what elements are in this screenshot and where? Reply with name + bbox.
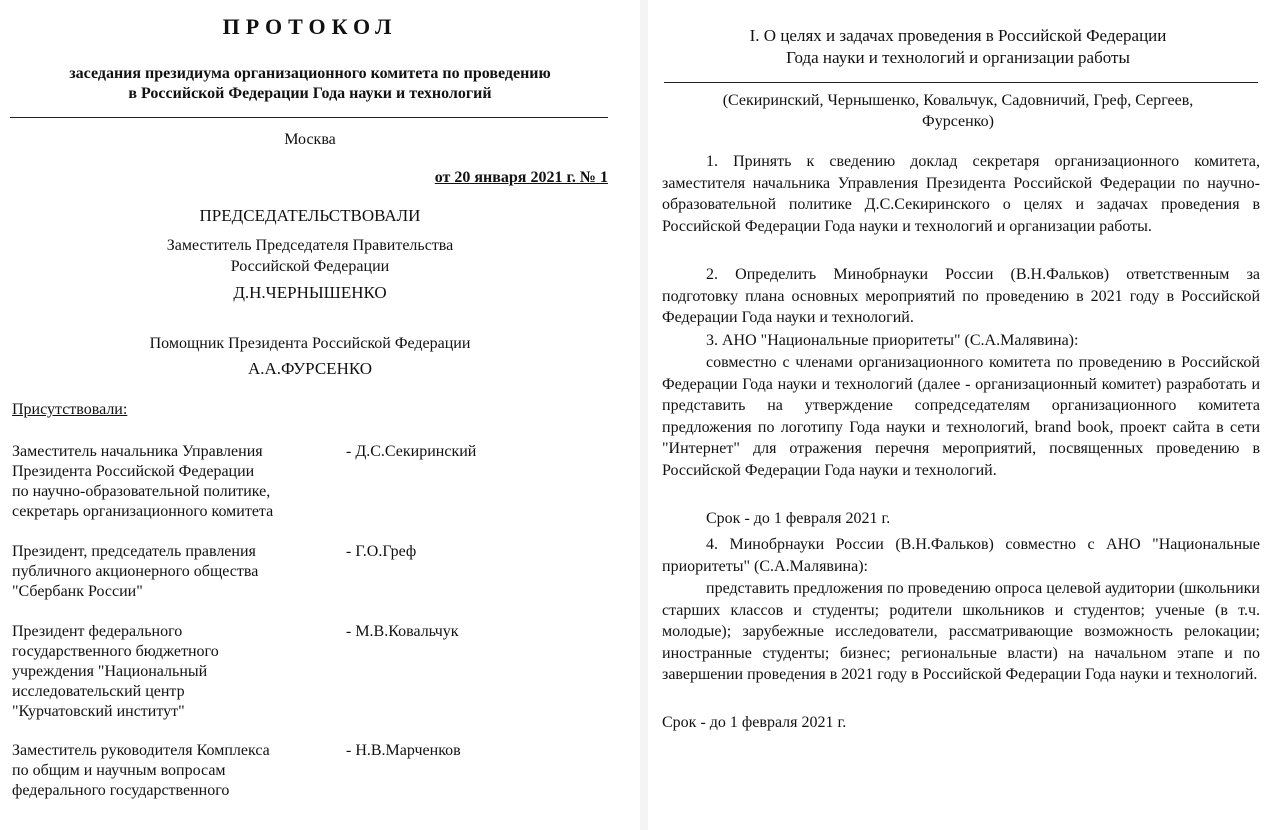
attendee-entry bbox=[12, 442, 342, 522]
decision-paragraph-3-body: совместно с членами организационного комитета по проведению в Российской Федерации Года науки и технологий (далее - организационный комитет) разработать и представить на утверждение сопредседателям организационного комитета предложения по логотипу Года науки и технологий, brand book, проект сайта в сети "Интернет" для отражения перечня мероприятий, посвященных проведению в Российской Федерации Года науки и технологий. bbox=[662, 354, 1260, 479]
chair2-name: А.А.ФУРСЕНКО bbox=[247, 359, 373, 378]
attendee-position-line: Заместитель начальника Управления bbox=[12, 443, 263, 460]
speakers-line2: Фурсенко) bbox=[922, 113, 994, 130]
header-divider bbox=[10, 117, 608, 118]
city: Москва bbox=[284, 131, 336, 148]
present-heading: Присутствовали: bbox=[12, 401, 128, 418]
attendee-position-line: учреждения "Национальный bbox=[12, 663, 208, 680]
attendee-entry bbox=[12, 542, 342, 602]
attendee-position-line: федерального государственного bbox=[12, 782, 230, 799]
chair1-name: Д.Н.ЧЕРНЫШЕНКО bbox=[233, 283, 387, 302]
decision-4-deadline: Срок - до 1 февраля 2021 г. bbox=[662, 714, 847, 731]
attendee-position-line: Президента Российской Федерации bbox=[12, 463, 255, 480]
attendee-position-line: "Сбербанк России" bbox=[12, 583, 143, 600]
attendee-position-line: по научно-образовательной политике, bbox=[12, 483, 271, 500]
attendee-name: - М.В.Ковальчук bbox=[346, 623, 459, 640]
speakers-line1: (Секиринский, Чернышенко, Ковальчук, Садовничий, Греф, Сергеев, bbox=[722, 92, 1194, 109]
decision-3-deadline: Срок - до 1 февраля 2021 г. bbox=[706, 510, 891, 527]
attendee-position-line: секретарь организационного комитета bbox=[12, 503, 274, 520]
attendee-name: - Н.В.Марченков bbox=[346, 742, 461, 759]
attendee-position-line: "Курчатовский институт" bbox=[12, 703, 185, 720]
attendee-entry bbox=[12, 741, 342, 801]
chair1-position-line2: Российской Федерации bbox=[230, 258, 390, 275]
attendee-name: - Д.С.Секиринский bbox=[346, 443, 477, 460]
attendee-name: - Г.О.Греф bbox=[346, 543, 417, 560]
decision-paragraph-4-body: представить предложения по проведению опроса целевой аудитории (школьники старших классов и студенты; родители школьников и студентов; ученые (в т.ч. молодые); зарубежные исследователи, рассматривающие возможность релокации; иностранные студенты; бизнес; региональные власти) на начальном этапе и по завершении проведения в 2021 году в Российской Федерации Года науки и технологий. bbox=[662, 580, 1260, 683]
decision-paragraph-1: 1. Принять к сведению доклад секретаря организационного комитета, заместителя начальника Управления Президента Российской Федерации по научно-образовательной политике Д.С.Секиринского о целях и задачах проведения в Российской Федерации Года науки и технологий и организации работы. bbox=[662, 153, 1260, 235]
section-divider bbox=[664, 82, 1258, 83]
decision-paragraph-2: 2. Определить Минобрнауки России (В.Н.Фальков) ответственным за подготовку плана основных мероприятий по проведению в 2021 году в Российской Федерации Года науки и технологий. bbox=[662, 266, 1260, 326]
attendee-position-line: государственного бюджетного bbox=[12, 643, 219, 660]
page-gutter bbox=[640, 0, 648, 830]
decision-paragraph-4: 4. Минобрнауки России (В.Н.Фальков) совместно с АНО "Национальные приоритеты" (С.А.Малявина): bbox=[662, 536, 1260, 575]
protocol-date: от 20 января 2021 г. № 1 bbox=[434, 169, 608, 186]
attendee-position-line: исследовательский центр bbox=[12, 683, 185, 700]
document-subtitle-line2: в Российской Федерации Года науки и технологий bbox=[128, 85, 492, 102]
section-title-line2: Года науки и технологий и организации работы bbox=[786, 48, 1130, 67]
section-title-line1: I. О целях и задачах проведения в Российской Федерации bbox=[749, 26, 1167, 45]
decision-paragraph-3: 3. АНО "Национальные приоритеты" (С.А.Малявина): bbox=[706, 332, 1079, 349]
document-title: ПРОТОКОЛ bbox=[222, 14, 398, 39]
attendee-position-line: Заместитель руководителя Комплекса bbox=[12, 742, 270, 759]
document-subtitle-line1: заседания президиума организационного комитета по проведению bbox=[69, 65, 551, 82]
attendee-position-line: Президент федерального bbox=[12, 623, 183, 640]
attendee-position-line: публичного акционерного общества bbox=[12, 563, 259, 580]
chair1-position-line1: Заместитель Председателя Правительства bbox=[166, 237, 454, 254]
protocol-page-right bbox=[648, 0, 1280, 830]
chaired-heading: ПРЕДСЕДАТЕЛЬСТВОВАЛИ bbox=[199, 206, 421, 225]
chair2-position: Помощник Президента Российской Федерации bbox=[149, 335, 471, 352]
attendee-position-line: Президент, председатель правления bbox=[12, 543, 256, 560]
attendee-position-line: по общим и научным вопросам bbox=[12, 762, 226, 779]
attendee-entry bbox=[12, 622, 342, 722]
